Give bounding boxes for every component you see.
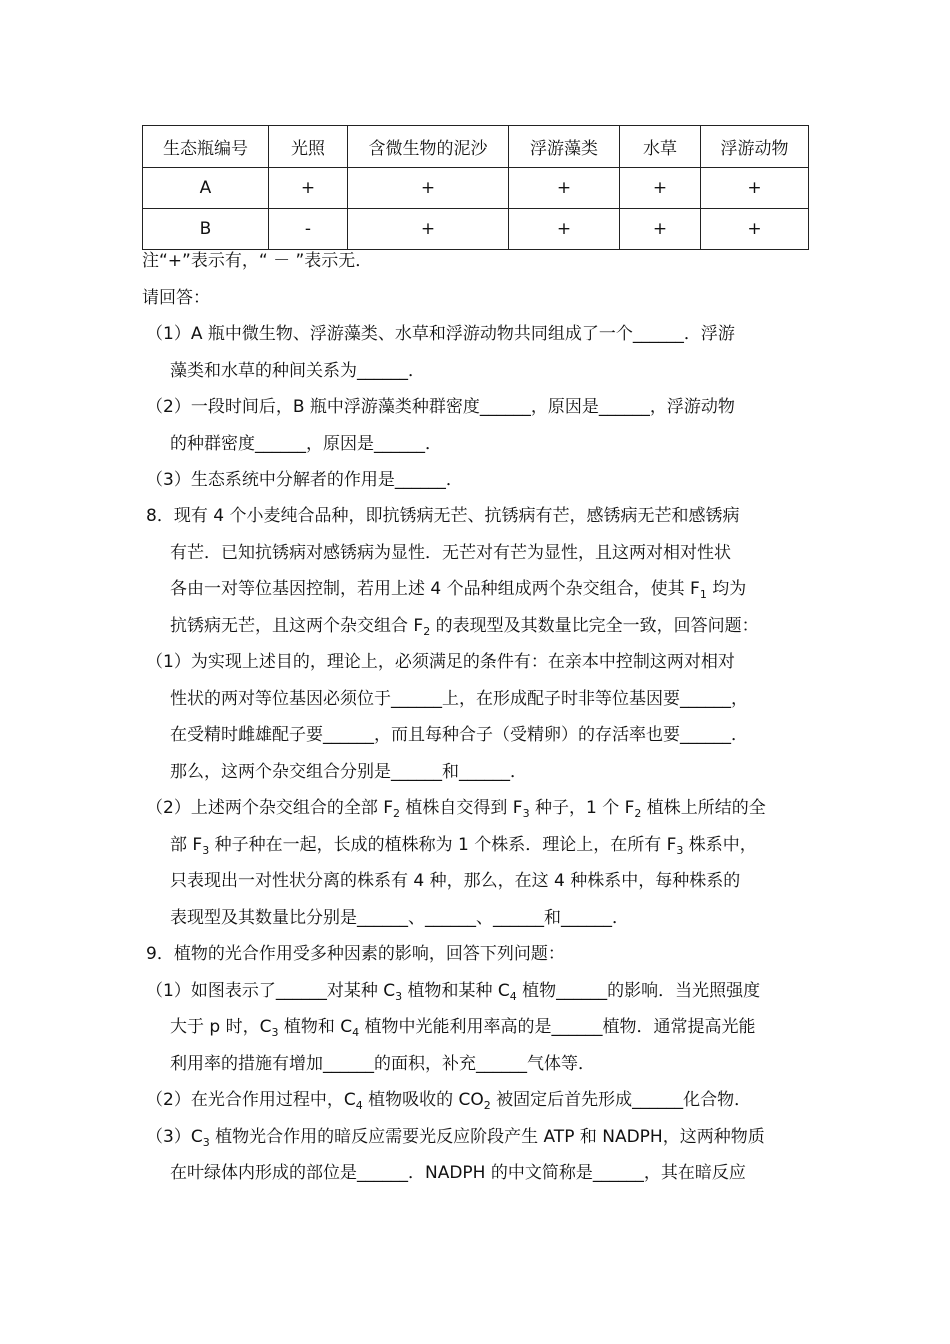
subscript: 3 [202, 844, 210, 857]
table-header-cell: 光照 [269, 126, 348, 168]
table-cell: + [509, 168, 620, 209]
text-segment: 植物______的影响．当光照强度 [516, 981, 761, 1001]
subscript: 1 [699, 588, 707, 601]
question-8-2-line: 表现型及其数量比分别是______、______、______和______． [170, 908, 629, 928]
subscript: 3 [676, 844, 684, 857]
question-9-line: 9．植物的光合作用受多种因素的影响，回答下列问题： [146, 944, 565, 964]
text-segment: 植物吸收的 CO [362, 1090, 484, 1110]
subscript: 2 [393, 807, 400, 820]
text-segment: （2）上述两个杂交组合的全部 F [146, 798, 393, 818]
text-segment: 植物和 C [278, 1017, 353, 1037]
table-note: 注“+”表示有，“ － ”表示无． [142, 251, 373, 271]
question-8-2-line [146, 797, 766, 821]
question-8-1-line: 在受精时雌雄配子要______，而且每种合子（受精卵）的存活率也要______． [170, 725, 748, 745]
subscript: 4 [509, 990, 517, 1003]
text-segment: 大于 p 时，C [170, 1017, 272, 1037]
table-cell: + [701, 209, 809, 250]
question-9-1-line: 利用率的措施有增加______的面积，补充______气体等． [170, 1054, 595, 1074]
table-cell: - [269, 209, 348, 250]
question-7-1-line: （1）A 瓶中微生物、浮游藻类、水草和浮游动物共同组成了一个______．浮游 [146, 324, 735, 344]
question-8-1-line: 性状的两对等位基因必须位于______上，在形成配子时非等位基因要______， [170, 689, 748, 709]
question-9-1-line [170, 1016, 756, 1040]
question-8-line [170, 578, 746, 602]
question-9-1-line [146, 980, 760, 1004]
subscript: 2 [483, 1099, 491, 1112]
question-7-2-line: （2）一段时间后，B 瓶中浮游藻类种群密度______，原因是______，浮游动物 [146, 397, 735, 417]
table-cell: + [620, 209, 701, 250]
question-9-3-line [146, 1126, 765, 1150]
question-8-line: 有芒．已知抗锈病对感锈病为显性．无芒对有芒为显性，且这两对相对性状 [170, 543, 731, 563]
text-segment: 各由一对等位基因控制，若用上述 4 个品种组成两个杂交组合，使其 F [170, 579, 700, 599]
table-cell: + [269, 168, 348, 209]
table-header-cell: 水草 [620, 126, 701, 168]
question-7-3-line: （3）生态系统中分解者的作用是______． [146, 470, 463, 490]
text-segment: 被固定后首先形成______化合物． [490, 1090, 752, 1110]
instruction-text: 请回答： [142, 288, 210, 308]
table-header-cell: 浮游藻类 [509, 126, 620, 168]
text-segment: （2）在光合作用过程中，C [146, 1090, 356, 1110]
text-segment: 植物光合作用的暗反应需要光反应阶段产生 ATP 和 NADPH，这两种物质 [209, 1127, 765, 1147]
table-header-cell: 含微生物的泥沙 [348, 126, 509, 168]
question-9-3-line: 在叶绿体内形成的部位是______．NADPH 的中文简称是______，其在暗反应 [170, 1163, 746, 1183]
text-segment: 植物中光能利用率高的是______植物．通常提高光能 [359, 1017, 756, 1037]
subscript: 3 [271, 1026, 279, 1039]
text-segment: 株系中， [683, 835, 757, 855]
text-segment: 种子，1 个 F [529, 798, 635, 818]
question-7-1-line: 藻类和水草的种间关系为______． [170, 361, 425, 381]
subscript: 2 [423, 625, 431, 638]
question-8-line [170, 615, 759, 639]
subscript: 2 [634, 807, 642, 820]
question-9-2-line [146, 1089, 751, 1113]
table-cell: B [143, 209, 269, 250]
subscript: 3 [522, 807, 530, 820]
question-8-1-line: （1）为实现上述目的，理论上，必须满足的条件有：在亲本中控制这两对相对 [146, 652, 735, 672]
table-cell: + [701, 168, 809, 209]
subscript: 3 [395, 990, 403, 1003]
subscript: 4 [352, 1026, 360, 1039]
text-segment: 的表现型及其数量比完全一致，回答问题： [430, 616, 759, 636]
table-cell: + [348, 209, 509, 250]
question-8-2-line [170, 834, 757, 858]
text-segment: （1）如图表示了______对某种 C [146, 981, 396, 1001]
table-header-cell: 生态瓶编号 [143, 126, 269, 168]
text-segment: 植物和某种 C [402, 981, 510, 1001]
table-header-cell: 浮游动物 [701, 126, 809, 168]
subscript: 4 [355, 1099, 363, 1112]
ecosystem-bottle-table [142, 125, 809, 250]
question-8-line: 8．现有 4 个小麦纯合品种，即抗锈病无芒、抗锈病有芒，感锈病无芒和感锈病 [146, 506, 740, 526]
table-row [143, 168, 809, 209]
table-row [143, 209, 809, 250]
table-cell: + [620, 168, 701, 209]
table-cell: A [143, 168, 269, 209]
question-8-1-line: 那么，这两个杂交组合分别是______和______． [170, 762, 527, 782]
text-segment: 均为 [706, 579, 747, 599]
question-7-2-line: 的种群密度______，原因是______． [170, 434, 442, 454]
subscript: 3 [202, 1136, 210, 1149]
table-cell: + [509, 209, 620, 250]
text-segment: （3）C [146, 1127, 203, 1147]
text-segment: 植株自交得到 F [400, 798, 523, 818]
table-cell: + [348, 168, 509, 209]
text-segment: 部 F [170, 835, 203, 855]
text-segment: 植株上所结的全 [641, 798, 766, 818]
text-segment: 种子种在一起，长成的植株称为 1 个株系．理论上，在所有 F [209, 835, 677, 855]
text-segment: 抗锈病无芒，且这两个杂交组合 F [170, 616, 424, 636]
table-header-row [143, 126, 809, 168]
question-8-2-line: 只表现出一对性状分离的株系有 4 种，那么，在这 4 种株系中，每种株系的 [170, 871, 741, 891]
